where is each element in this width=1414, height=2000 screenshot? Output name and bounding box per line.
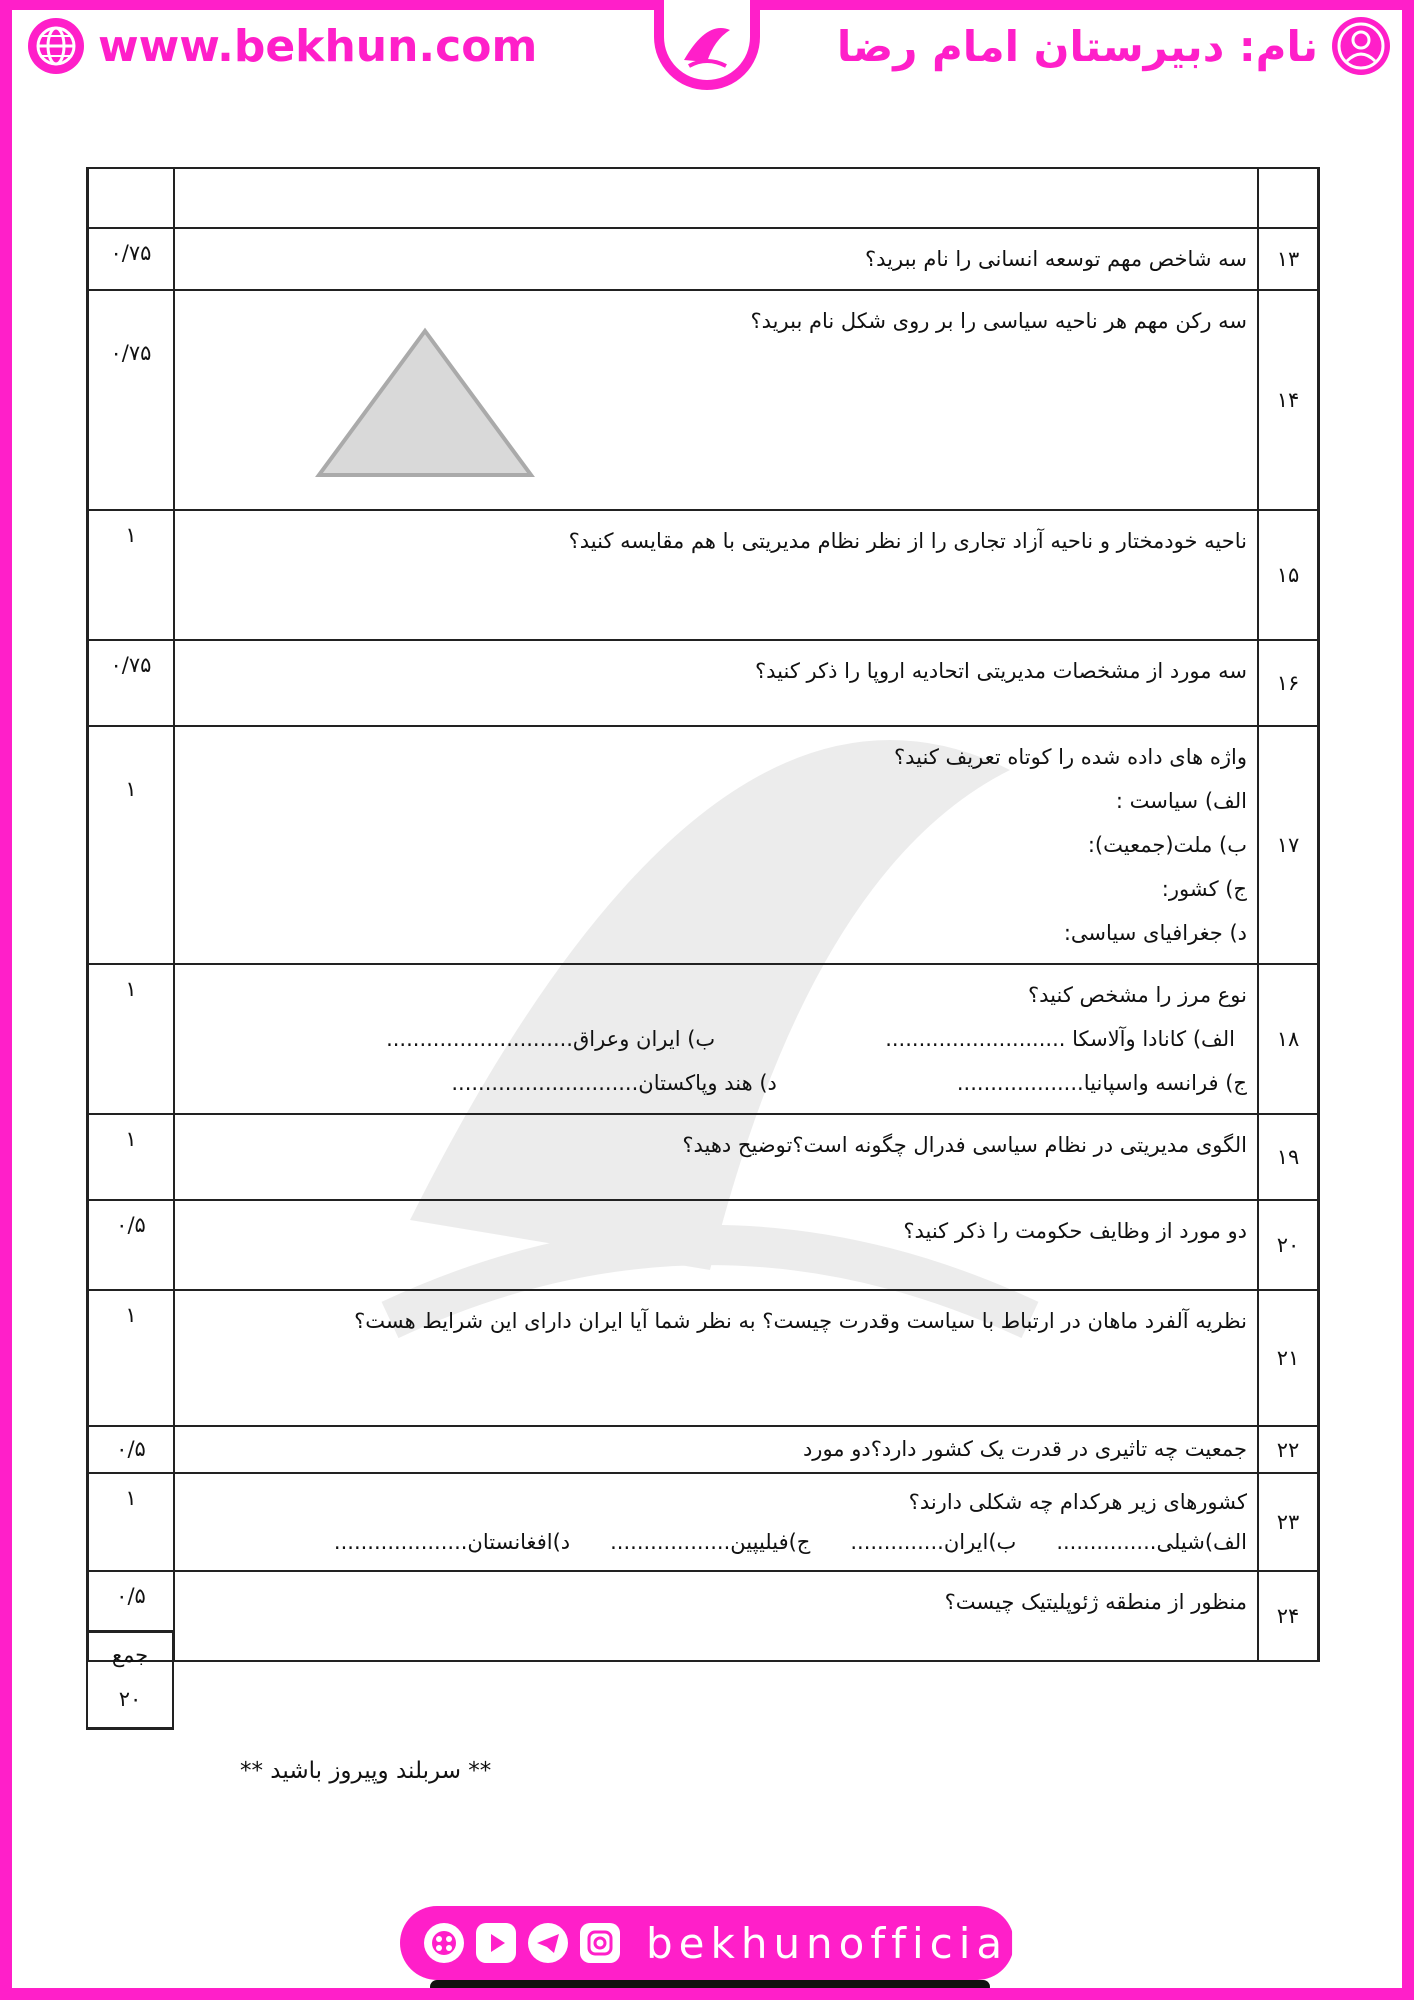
question-line: کشورهای زیر هرکدام چه شکلی دارند؟ <box>908 1490 1247 1514</box>
question-score: ۱ <box>88 964 175 1114</box>
question-score: ۱ <box>88 726 175 964</box>
globe-icon <box>28 18 84 74</box>
table-row <box>88 1290 1319 1426</box>
option-text: ج) فرانسه واسپانیا................... <box>956 1071 1247 1095</box>
question-score: ۱ <box>88 1114 175 1200</box>
aparat-icon[interactable] <box>424 1923 464 1963</box>
question-line: ناحیه خودمختار و ناحیه آزاد تجاری را از نظر نظام مدیریتی با هم مقایسه کنید؟ <box>568 529 1247 553</box>
table-row <box>88 1426 1319 1473</box>
user-icon <box>1332 17 1390 75</box>
table-header-row <box>88 168 1319 228</box>
question-line: سه مورد از مشخصات مدیریتی اتحادیه اروپا را ذکر کنید؟ <box>754 659 1247 683</box>
option-row <box>185 1017 1247 1061</box>
instagram-icon[interactable] <box>580 1923 620 1963</box>
question-score: ۰/۷۵ <box>88 640 175 726</box>
question-score: ۱ <box>88 1473 175 1571</box>
website-link[interactable] <box>28 16 537 76</box>
footer-shadow <box>430 1980 990 1994</box>
social-handle[interactable]: bekhunofficial <box>646 1918 1026 1968</box>
question-score: ۰/۵ <box>88 1426 175 1473</box>
option-text: ب) ایران وعراق............................ <box>386 1027 716 1051</box>
question-number: ۱۹ <box>1258 1114 1319 1200</box>
school-name <box>837 14 1390 78</box>
total-score-box <box>86 1630 174 1730</box>
question-line: نظریه آلفرد ماهان در ارتباط با سیاست وقدرت چیست؟ به نظر شما آیا ایران دارای این شرایط هست؟ <box>354 1309 1247 1333</box>
question-number: ۲۲ <box>1258 1426 1319 1473</box>
question-number: ۲۱ <box>1258 1290 1319 1426</box>
total-label: جمع <box>111 1643 149 1667</box>
question-number: ۱۸ <box>1258 964 1319 1114</box>
question-line: ب) ملت(جمعیت): <box>1087 833 1247 857</box>
question-text <box>174 726 1258 964</box>
table-row <box>88 726 1319 964</box>
question-text <box>174 1114 1258 1200</box>
question-score: ۱ <box>88 1290 175 1426</box>
youtube-icon[interactable] <box>476 1923 516 1963</box>
table-row <box>88 1114 1319 1200</box>
question-line: جمعیت چه تاثیری در قدرت یک کشور دارد؟دو مورد <box>802 1437 1247 1461</box>
header-score-cell <box>88 168 175 228</box>
option-text: د)افغانستان.................... <box>333 1530 571 1554</box>
table-row <box>88 510 1319 640</box>
question-number: ۱۷ <box>1258 726 1319 964</box>
question-line: دو مورد از وظایف حکومت را ذکر کنید؟ <box>903 1219 1247 1243</box>
question-text <box>174 1473 1258 1571</box>
website-text: www.bekhun.com <box>98 20 538 72</box>
question-number: ۱۳ <box>1258 228 1319 290</box>
header-num-cell <box>1258 168 1319 228</box>
question-number: ۱۴ <box>1258 290 1319 510</box>
table-row <box>88 1200 1319 1290</box>
questions-table <box>86 167 1320 1662</box>
table-row <box>88 1571 1319 1661</box>
option-text: ج)فیلیپین.................. <box>610 1530 811 1554</box>
question-score: ۰/۷۵ <box>88 228 175 290</box>
question-text <box>174 1571 1258 1661</box>
question-line: ج) کشور: <box>1161 877 1247 901</box>
question-score: ۰/۵ <box>88 1571 175 1661</box>
brand-logo <box>654 0 760 90</box>
question-score: ۰/۵ <box>88 1200 175 1290</box>
question-line: الف) سیاست : <box>1115 789 1247 813</box>
question-number: ۲۰ <box>1258 1200 1319 1290</box>
closing-message: ** سربلند وپیروز باشید ** <box>240 1758 492 1784</box>
question-text <box>174 964 1258 1114</box>
telegram-icon[interactable] <box>528 1923 568 1963</box>
question-text <box>174 510 1258 640</box>
question-score: ۰/۷۵ <box>88 290 175 510</box>
header-question-cell <box>174 168 1258 228</box>
question-text <box>174 1426 1258 1473</box>
table-row <box>88 228 1319 290</box>
option-row <box>185 1061 1247 1105</box>
question-line: د) جغرافیای سیاسی: <box>1063 921 1247 945</box>
school-label: نام: دبیرستان امام رضا <box>836 21 1318 71</box>
question-line: واژه های داده شده را کوتاه تعریف کنید؟ <box>894 745 1247 769</box>
question-text <box>174 228 1258 290</box>
triangle-diagram <box>315 325 535 485</box>
total-value: ۲۰ <box>118 1687 142 1711</box>
table-row <box>88 964 1319 1114</box>
option-text: الف) کانادا وآلاسکا ........................... <box>885 1027 1235 1051</box>
question-line: نوع مرز را مشخص کنید؟ <box>1028 983 1247 1007</box>
table-row <box>88 290 1319 510</box>
question-line: منظور از منطقه ژئوپلیتیک چیست؟ <box>944 1590 1247 1614</box>
option-text: ب)ایران.............. <box>850 1530 1017 1554</box>
option-row <box>185 1522 1247 1562</box>
question-text <box>174 640 1258 726</box>
table-row <box>88 1473 1319 1571</box>
question-number: ۲۳ <box>1258 1473 1319 1571</box>
question-line: سه رکن مهم هر ناحیه سیاسی را بر روی شکل نام ببرید؟ <box>750 309 1247 333</box>
option-text: الف)شیلی............... <box>1056 1530 1247 1554</box>
table-row <box>88 640 1319 726</box>
question-text <box>174 1200 1258 1290</box>
question-score: ۱ <box>88 510 175 640</box>
question-number: ۱۶ <box>1258 640 1319 726</box>
question-line: الگوی مدیریتی در نظام سیاسی فدرال چگونه است؟توضیح دهید؟ <box>682 1133 1247 1157</box>
question-text <box>174 1290 1258 1426</box>
option-text: د) هند وپاکستان............................ <box>451 1071 777 1095</box>
social-bar <box>400 1906 1026 1980</box>
question-number: ۱۵ <box>1258 510 1319 640</box>
question-number: ۲۴ <box>1258 1571 1319 1661</box>
question-text <box>174 290 1258 510</box>
question-line: سه شاخص مهم توسعه انسانی را نام ببرید؟ <box>864 247 1247 271</box>
